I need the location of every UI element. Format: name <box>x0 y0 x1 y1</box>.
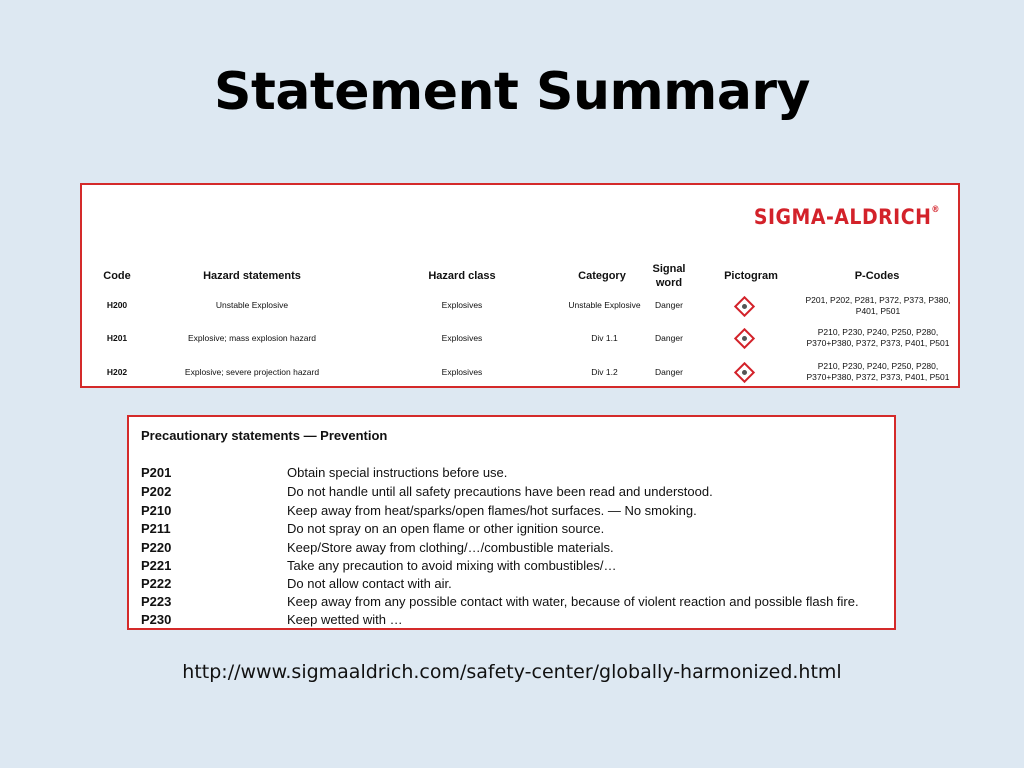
header-signal-line1: Signal <box>652 263 686 275</box>
brand-name: SIGMA-ALDRICH <box>753 205 932 229</box>
row-statement: Explosive; mass explosion hazard <box>187 333 317 343</box>
header-category: Category <box>578 270 626 282</box>
header-signal-word <box>642 262 696 290</box>
item-text: Keep away from heat/sparks/open flames/hot surfaces. — No smoking. <box>287 503 697 518</box>
item-code: P220 <box>141 540 172 555</box>
row-class: Explosives <box>441 367 483 377</box>
row-class: Explosives <box>441 333 483 343</box>
item-code: P222 <box>141 576 172 591</box>
row-code: H201 <box>106 333 128 343</box>
row-signal: Danger <box>655 333 683 343</box>
precautionary-item <box>141 576 886 594</box>
header-hazard-statements: Hazard statements <box>203 270 301 282</box>
hazard-table <box>82 185 958 386</box>
item-code: P211 <box>141 521 171 536</box>
item-code: P210 <box>141 503 172 518</box>
row-pcodes-line1: P210, P230, P240, P250, P280, <box>817 361 939 371</box>
precautionary-item <box>141 558 886 576</box>
hazard-table-panel <box>80 183 960 388</box>
item-text: Obtain special instructions before use. <box>287 465 508 480</box>
item-text: Keep wetted with … <box>287 612 403 627</box>
row-pcodes <box>798 361 958 383</box>
row-pcodes-line1: P201, P202, P281, P372, P373, P380, <box>805 295 951 305</box>
brand-mark: ® <box>931 205 940 215</box>
row-pcodes-line1: P210, P230, P240, P250, P280, <box>817 327 939 337</box>
precautionary-panel <box>127 415 896 630</box>
explosive-pictogram-icon <box>734 362 755 383</box>
row-pcodes-line2: P370+P380, P372, P373, P401, P501 <box>806 338 950 348</box>
row-pcodes <box>798 295 958 317</box>
row-statement: Unstable Explosive <box>215 300 289 310</box>
precautionary-item <box>141 612 886 630</box>
row-signal: Danger <box>655 367 683 377</box>
slide-title: Statement Summary <box>214 62 810 122</box>
row-pcodes <box>798 327 958 349</box>
precautionary-item <box>141 540 886 558</box>
row-code: H202 <box>106 367 128 377</box>
item-text: Keep away from any possible contact with water, because of violent reaction and possible flash fire. <box>287 594 859 609</box>
row-class: Explosives <box>441 300 483 310</box>
row-code: H200 <box>106 300 128 310</box>
header-signal-line2: word <box>655 277 683 289</box>
item-text: Take any precaution to avoid mixing with combustibles/… <box>287 558 617 573</box>
item-code: P202 <box>141 484 172 499</box>
row-category: Unstable Explosive <box>568 300 641 310</box>
item-code: P221 <box>141 558 172 573</box>
row-category: Div 1.2 <box>591 367 618 377</box>
row-statement: Explosive; severe projection hazard <box>184 367 320 377</box>
precautionary-item <box>141 503 886 521</box>
item-code: P223 <box>141 594 172 609</box>
header-pictogram: Pictogram <box>724 270 778 282</box>
explosive-pictogram-icon <box>734 296 755 317</box>
precautionary-title: Precautionary statements — Prevention <box>141 428 388 443</box>
precautionary-item <box>141 484 886 502</box>
precautionary-item <box>141 594 886 612</box>
precautionary-item <box>141 521 886 539</box>
item-text: Do not allow contact with air. <box>287 576 452 591</box>
header-hazard-class: Hazard class <box>428 270 496 282</box>
header-p-codes: P-Codes <box>854 270 900 282</box>
item-text: Keep/Store away from clothing/…/combustible materials. <box>287 540 614 555</box>
row-pcodes-line2: P370+P380, P372, P373, P401, P501 <box>806 372 950 382</box>
precautionary-item <box>141 465 886 483</box>
header-code: Code <box>103 270 131 282</box>
row-signal: Danger <box>655 300 683 310</box>
row-pcodes-line2: P401, P501 <box>855 306 901 316</box>
item-code: P201 <box>141 465 172 480</box>
item-text: Do not spray on an open flame or other ignition source. <box>287 521 605 536</box>
item-code: P230 <box>141 612 172 627</box>
row-category: Div 1.1 <box>591 333 618 343</box>
explosive-pictogram-icon <box>734 328 755 349</box>
source-url: http://www.sigmaaldrich.com/safety-center/globally-harmonized.html <box>182 661 842 683</box>
item-text: Do not handle until all safety precautions have been read and understood. <box>287 484 713 499</box>
